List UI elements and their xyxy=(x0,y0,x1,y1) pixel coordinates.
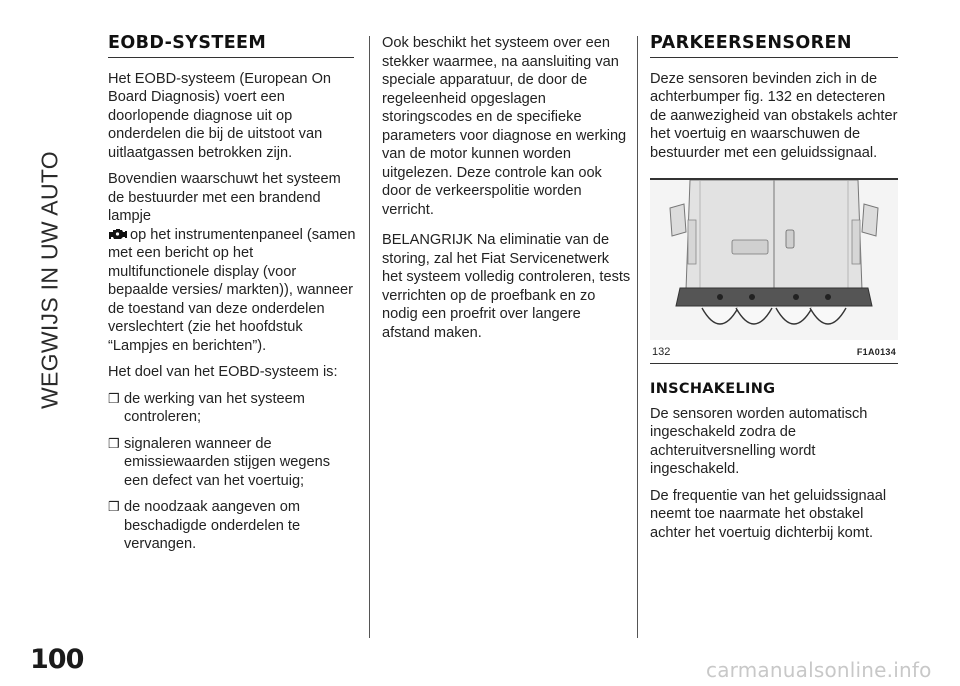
section-heading-eobd: EOBD-SYSTEEM xyxy=(108,34,354,58)
watermark: carmanualsonline.info xyxy=(706,658,932,682)
list-item xyxy=(108,498,356,554)
figure-code: F1A0134 xyxy=(856,346,896,357)
column-parking-sensors xyxy=(650,34,900,550)
engine-check-warning-icon xyxy=(108,227,128,241)
paragraph: De sensoren worden automatisch ingeschakeld zodra de achteruitversnelling wordt ingeschakeld. xyxy=(650,405,868,477)
paragraph-warning-lamp xyxy=(108,170,356,355)
paragraph: De frequentie van het geluidssignaal neemt toe naarmate het obstakel achter het voertuig dichterbij komt. xyxy=(650,487,887,541)
subheading-activation: INSCHAKELING xyxy=(650,381,776,397)
list-item-text: de werking van het systeem controleren; xyxy=(124,390,305,425)
bullet-box-icon: ❒ xyxy=(108,499,120,514)
paragraph: Het EOBD-systeem (European On Board Diagnosis) voert een doorlopende diagnose uit op onderdelen die bij de uitstoot van uitlaatgassen betrokken zijn. xyxy=(108,70,332,161)
list-item xyxy=(108,390,356,427)
column-divider-right xyxy=(637,36,638,638)
list-item-text: de noodzaak aangeven om beschadigde onderdelen te vervangen. xyxy=(124,499,301,552)
bullet-box-icon: ❒ xyxy=(108,390,120,406)
page-number: 100 xyxy=(30,644,84,675)
paragraph-text: op het instrumentenpaneel (samen met een bericht op het multifunctionele display (voor bepaalde versies/ markten)), wanneer de toestand van deze onderdelen verslechtert (zie het hoofdstuk “Lampjes en berichten”). xyxy=(108,226,356,354)
figure-132 xyxy=(650,178,898,364)
column-eobd-continued xyxy=(382,34,632,350)
paragraph: Ook beschikt het systeem over een stekker waarmee, na aansluiting van speciale apparatuur, de door de regeleenheid opgeslagen storingscodes en de specifieke parameters voor diagnose en werking van de motor kunnen worden uitgelezen. Deze controle kan ook door de verkeerspolitie worden verricht. xyxy=(382,35,627,218)
section-heading-parking-sensors: PARKEERSENSOREN xyxy=(650,34,898,58)
list-item-text: signaleren wanneer de emissiewaarden stijgen wegens een defect van het voertuig; xyxy=(124,435,331,489)
paragraph: Deze sensoren bevinden zich in de achterbumper fig. 132 en detecteren de aanwezigheid van obstakels achter het voertuig en waarschuwen de bestuurder met een geluidssignaal. xyxy=(650,70,898,161)
bullet-box-icon: ❒ xyxy=(108,435,120,451)
figure-number: 132 xyxy=(652,345,671,358)
paragraph-text: Bovendien waarschuwt het systeem de bestuurder met een brandend lampje xyxy=(108,171,341,224)
column-eobd xyxy=(108,34,356,562)
side-section-title-text: WEGWIJS IN UW AUTO xyxy=(36,151,63,409)
paragraph-important: BELANGRIJK Na eliminatie van de storing, zal het Fiat Servicenetwerk het systeem volledig controleren, tests verrichten op de proefbank en zo nodig een proefrit over langere afstand maken. xyxy=(382,232,631,341)
paragraph: Het doel van het EOBD-systeem is: xyxy=(108,364,338,380)
list-item xyxy=(108,435,356,491)
column-divider-left xyxy=(369,36,370,638)
van-rear-parking-sensors-illustration xyxy=(650,180,898,340)
figure-caption xyxy=(650,340,898,365)
